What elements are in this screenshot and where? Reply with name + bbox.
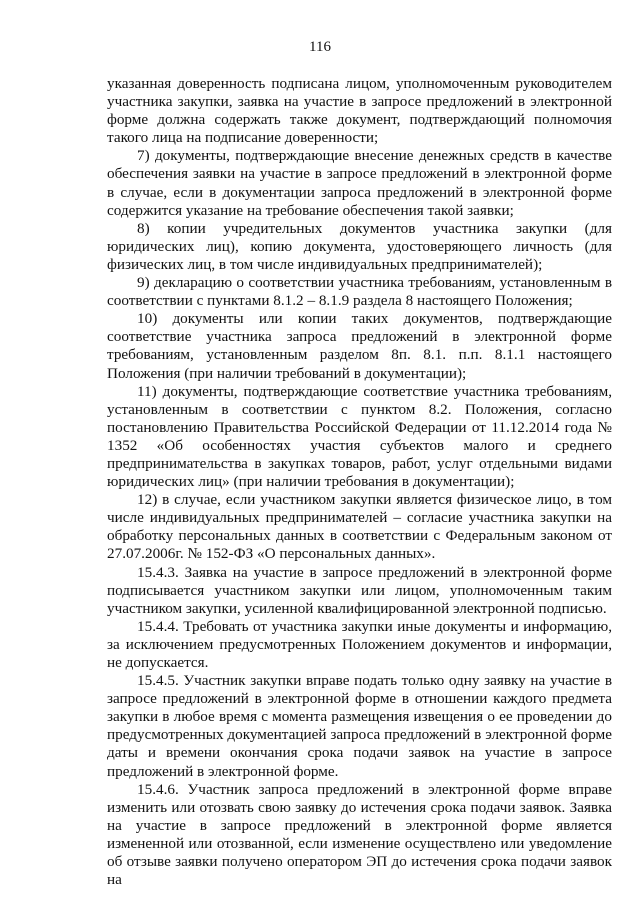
paragraph-item-8: 8) копии учредительных документов участника закупки (для юридических лиц), копию документа, удостоверяющего личность (для физических лиц, в том числе индивидуальных предпринимателей); (107, 219, 612, 273)
paragraph-item-9: 9) декларацию о соответствии участника требованиям, установленным в соответствии с пунктами 8.1.2 – 8.1.9 раздела 8 настоящего Положения; (107, 274, 612, 310)
paragraph-15-4-4: 15.4.4. Требовать от участника закупки иные документы и информацию, за исключением предусмотренных Положением документов и информации, не допускается. (107, 617, 612, 671)
paragraph-item-7: 7) документы, подтверждающие внесение денежных средств в качестве обеспечения заявки на участие в запросе предложений в электронной форме в случае, если в документации запроса предложений в электронной форме содержится указание на требование обеспечения такой заявки; (107, 147, 612, 219)
paragraph-15-4-3: 15.4.3. Заявка на участие в запросе предложений в электронной форме подписывается участником закупки или лицом, уполномоченным таким участником закупки, усиленной квалифицированной электронной подписью. (107, 563, 612, 617)
paragraph-15-4-6: 15.4.6. Участник запроса предложений в электронной форме вправе изменить или отозвать свою заявку до истечения срока подачи заявок. Заявка на участие в запросе предложений в электронной форме является измененной или отозванной, если изменение осуществлено или уведомление об отзыве заявки получено оператором ЭП до истечения срока подачи заявок на (107, 780, 612, 889)
paragraph-15-4-5: 15.4.5. Участник закупки вправе подать только одну заявку на участие в запросе предложений в электронной форме в отношении каждого предмета закупки в любое время с момента размещения извещения о ее проведении до предусмотренных документацией запроса предложений в электронной форме даты и времени окончания срока подачи заявок на участие в запросе предложений в электронной форме. (107, 672, 612, 780)
page-number: 116 (309, 39, 331, 55)
paragraph-item-12: 12) в случае, если участником закупки является физическое лицо, в том числе индивидуальных предпринимателей – согласие участника закупки на обработку персональных данных в соответствии с Федеральным законом от 27.07.2006г. № 152-ФЗ «О персональных данных». (107, 491, 612, 563)
paragraph-continuation: указанная доверенность подписана лицом, уполномоченным руководителем участника закупки, заявка на участие в запросе предложений в электронной форме должна содержать также документ, подтверждающий полномочия такого лица на подписание доверенности; (107, 75, 612, 147)
paragraph-item-11: 11) документы, подтверждающие соответствие участника требованиям, установленным в соответствии с пунктом 8.2. Положения, согласно постановлению Правительства Российской Федерации от 11.12.2014 года № 1352 «Об особенностях участия субъектов малого и среднего предпринимательства в закупках товаров, работ, услуг отдельными видами юридических лиц» (при наличии требования в документации); (107, 382, 612, 491)
document-body (107, 75, 612, 889)
paragraph-item-10: 10) документы или копии таких документов, подтверждающие соответствие участника запроса предложений в электронной форме требованиям, установленным разделом 8п. 8.1. п.п. 8.1.1 настоящего Положения (при наличии требований в документации); (107, 310, 612, 382)
